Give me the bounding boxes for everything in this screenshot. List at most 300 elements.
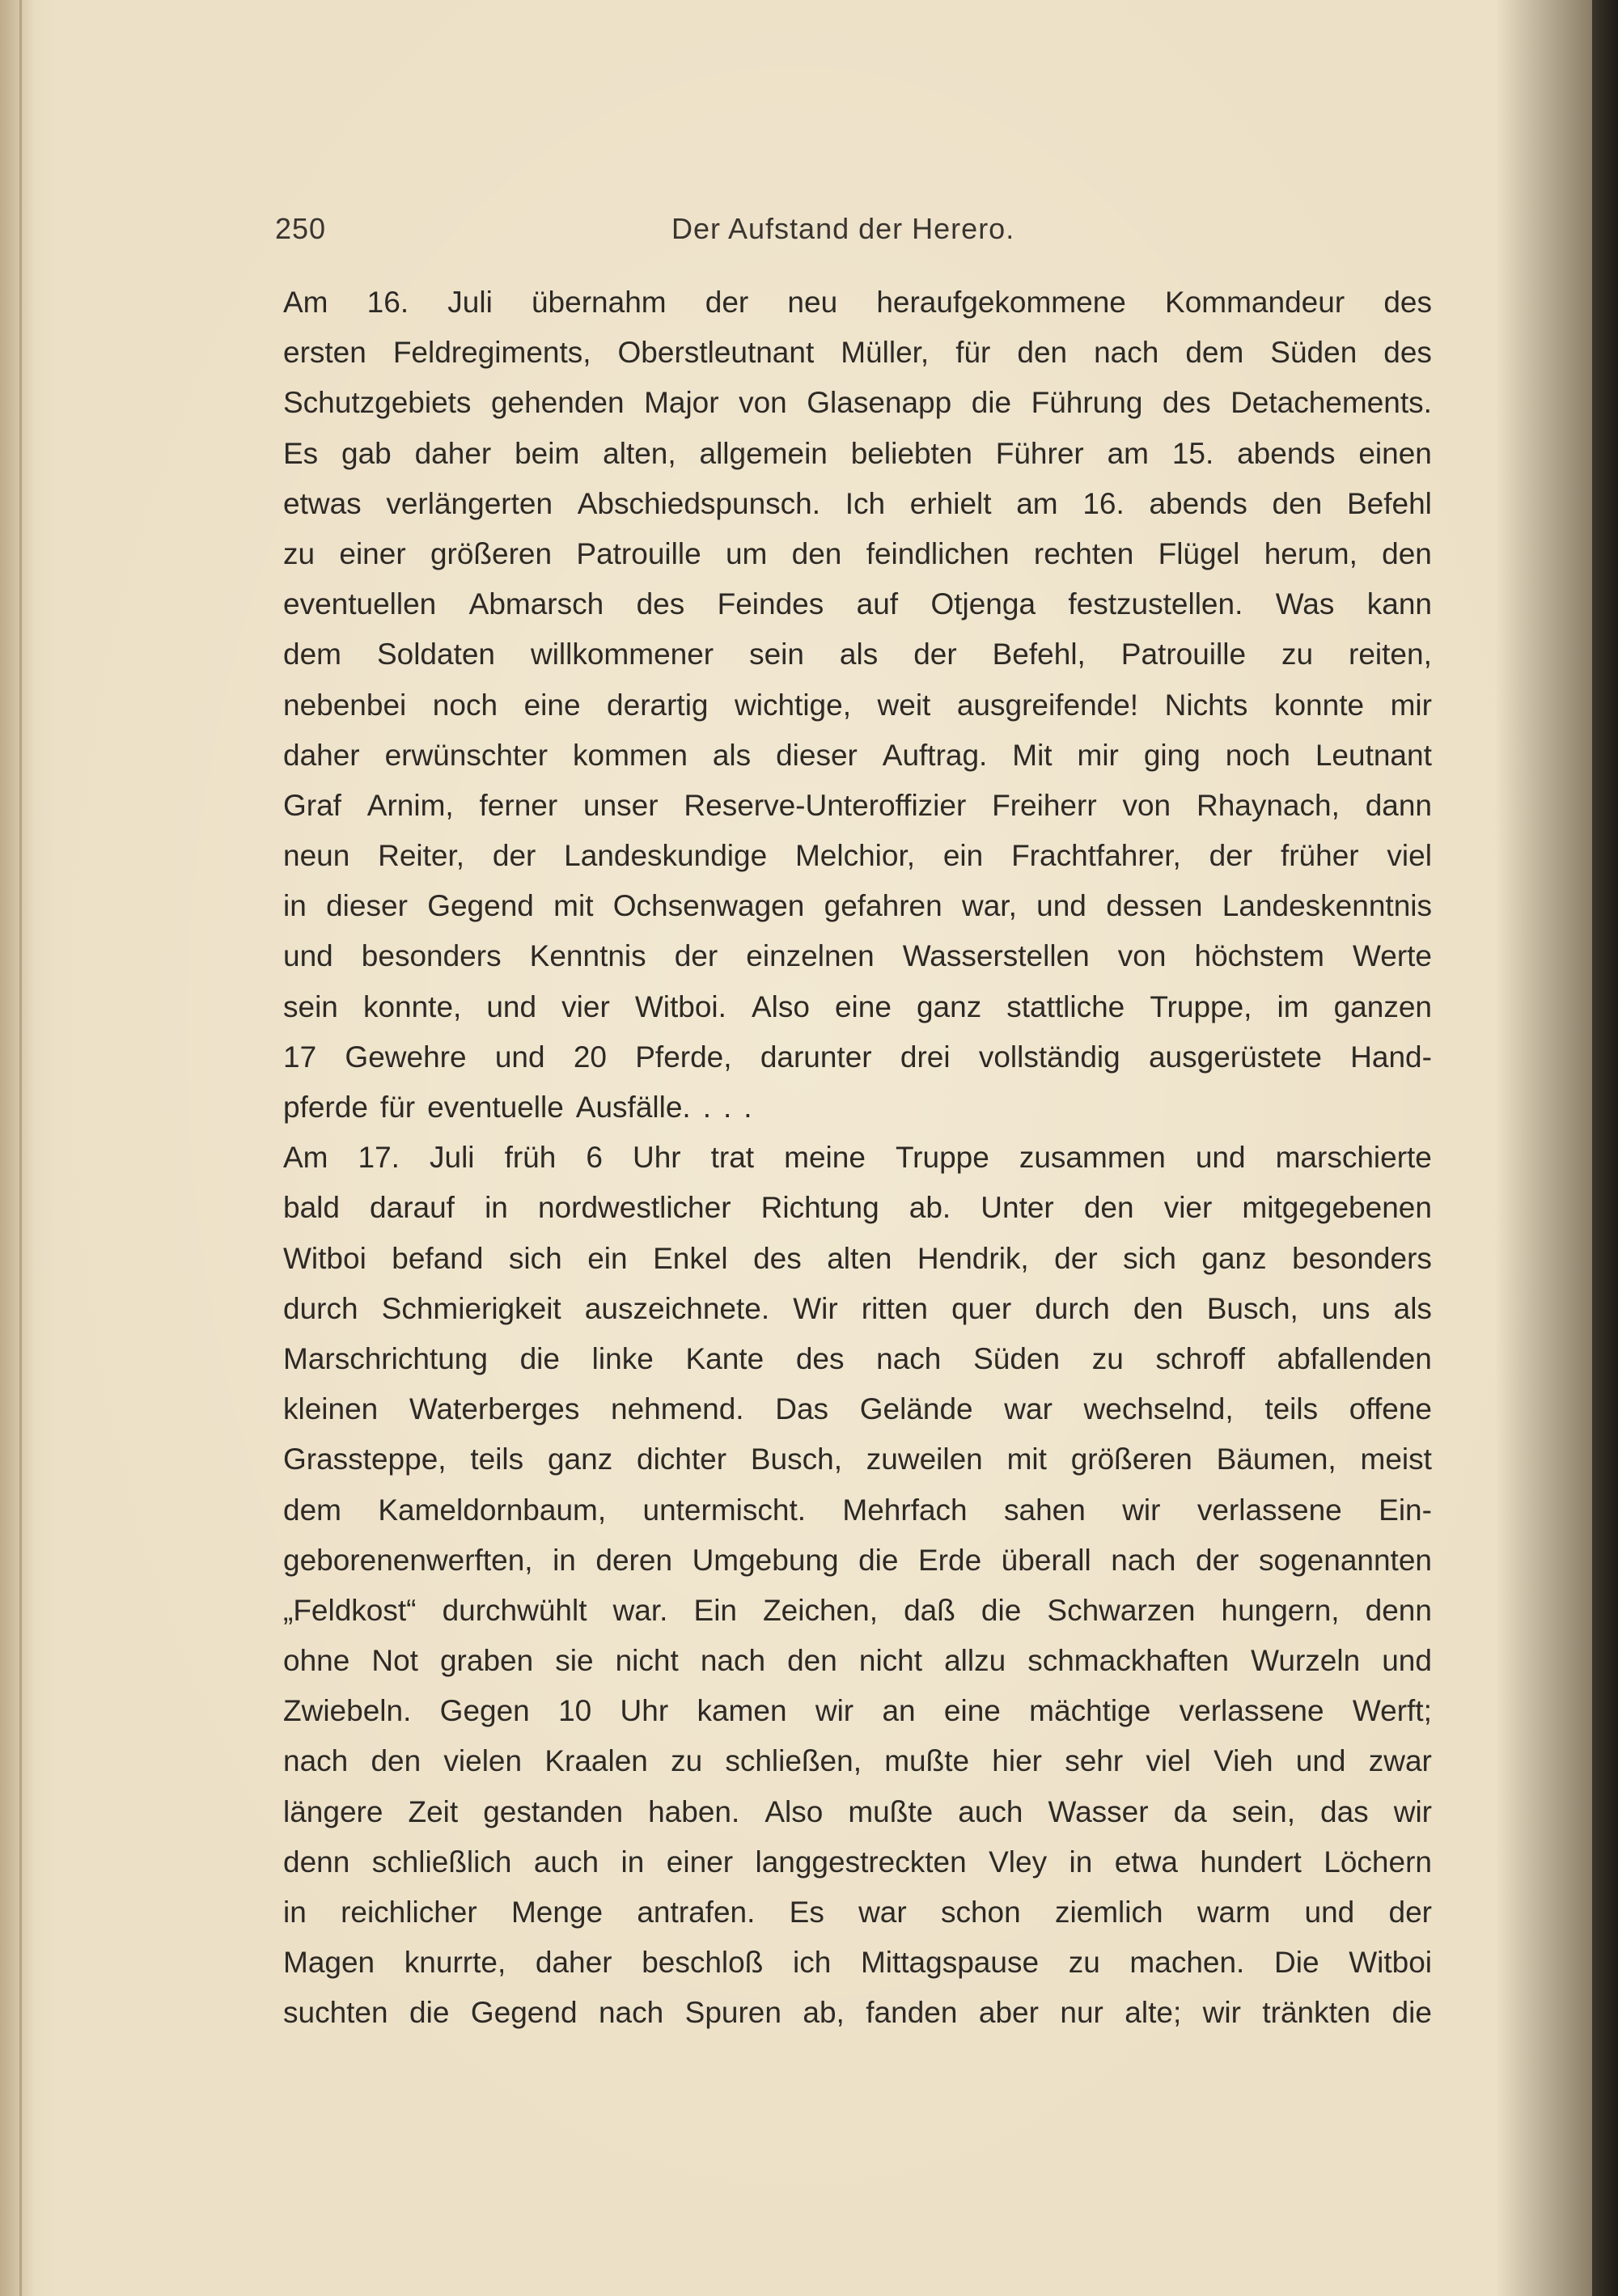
word: sehr bbox=[1065, 1744, 1124, 1778]
word: Pferde, bbox=[635, 1040, 732, 1074]
word: Schmierigkeit bbox=[381, 1291, 561, 1325]
word: des bbox=[1383, 336, 1432, 370]
word: dieser bbox=[776, 738, 858, 772]
word: allgemein bbox=[699, 436, 828, 470]
word: in bbox=[283, 1896, 307, 1929]
word: Auftrag. bbox=[882, 738, 988, 772]
word: sein bbox=[749, 638, 804, 671]
word: teils bbox=[470, 1442, 524, 1476]
word: sein bbox=[283, 989, 338, 1023]
word: noch bbox=[1225, 738, 1290, 772]
word: höchstem bbox=[1194, 939, 1324, 973]
text-line bbox=[283, 1736, 1432, 1786]
word: nach bbox=[1111, 1543, 1176, 1577]
word: Melchior, bbox=[794, 839, 916, 873]
text-line bbox=[283, 1334, 1432, 1384]
word: zwar bbox=[1368, 1744, 1432, 1778]
word: 16. bbox=[366, 286, 409, 319]
word: längere bbox=[283, 1794, 383, 1828]
word: Ein bbox=[693, 1593, 737, 1627]
word: untermischt. bbox=[642, 1493, 807, 1527]
word: Landeskundige bbox=[564, 839, 768, 873]
word: Hand- bbox=[1350, 1040, 1432, 1074]
word: die bbox=[1391, 1996, 1432, 2030]
word: Gegen bbox=[439, 1694, 530, 1728]
word: allzu bbox=[944, 1644, 1006, 1678]
body-text bbox=[283, 277, 1432, 2039]
word: Witboi bbox=[1349, 1946, 1432, 1980]
word: Menge bbox=[510, 1896, 604, 1929]
word: ohne bbox=[283, 1644, 350, 1678]
word: einzelnen bbox=[746, 939, 875, 973]
word: Vley bbox=[989, 1845, 1048, 1879]
word: Zwiebeln. bbox=[283, 1694, 412, 1728]
word: Es bbox=[789, 1896, 824, 1929]
word: vielen bbox=[443, 1744, 523, 1778]
word: Befehl, bbox=[992, 638, 1086, 671]
word: Wurzeln bbox=[1251, 1644, 1361, 1678]
word: vier bbox=[1163, 1191, 1213, 1225]
word: und bbox=[1036, 889, 1086, 923]
word: erwünschter bbox=[384, 738, 549, 772]
word: zusammen bbox=[1019, 1141, 1166, 1175]
word: und bbox=[283, 939, 333, 973]
word: früh bbox=[504, 1141, 557, 1175]
word: einen bbox=[1358, 436, 1432, 470]
word: zu bbox=[671, 1744, 703, 1778]
text-line bbox=[283, 277, 1432, 328]
word: zuweilen bbox=[866, 1442, 983, 1476]
word: Kenntnis bbox=[529, 939, 646, 973]
word: . bbox=[702, 1091, 711, 1124]
word: Süden bbox=[973, 1341, 1061, 1375]
word: in bbox=[553, 1543, 576, 1577]
word: nicht bbox=[858, 1644, 923, 1678]
word: Hendrik, bbox=[917, 1241, 1029, 1275]
word: besonders bbox=[1292, 1241, 1432, 1275]
word: Leutnant bbox=[1315, 738, 1432, 772]
word: daß bbox=[904, 1593, 955, 1627]
word: noch bbox=[432, 688, 498, 722]
word: ab, bbox=[803, 1996, 845, 2030]
word: viel bbox=[1146, 1744, 1191, 1778]
word: „Feldkost“ bbox=[283, 1593, 417, 1627]
word: abfallenden bbox=[1277, 1341, 1432, 1375]
word: durch bbox=[1035, 1291, 1110, 1325]
word: Nichts bbox=[1164, 688, 1248, 722]
word: hundert bbox=[1200, 1845, 1302, 1879]
word: ganzen bbox=[1333, 989, 1432, 1023]
word: ab. bbox=[909, 1191, 951, 1225]
word: 17. bbox=[358, 1141, 400, 1175]
word: ganz bbox=[547, 1442, 613, 1476]
word: der bbox=[492, 839, 536, 873]
text-line bbox=[283, 479, 1432, 529]
word: für bbox=[379, 1091, 416, 1124]
word: zu bbox=[1068, 1946, 1100, 1980]
text-line bbox=[283, 1032, 1432, 1082]
word: kann bbox=[1366, 587, 1432, 621]
text-line bbox=[283, 328, 1432, 378]
word: ein bbox=[587, 1241, 628, 1275]
word: und bbox=[1304, 1896, 1355, 1929]
word: wir bbox=[1122, 1493, 1161, 1527]
word: eine bbox=[523, 688, 581, 722]
text-line bbox=[283, 1234, 1432, 1284]
word: dann bbox=[1365, 788, 1432, 822]
word: ausgerüstete bbox=[1148, 1040, 1322, 1074]
word: 10 bbox=[558, 1694, 592, 1728]
word: Marschrichtung bbox=[283, 1341, 488, 1375]
word: überall bbox=[1001, 1543, 1091, 1577]
word: Bäumen, bbox=[1216, 1442, 1336, 1476]
word: und bbox=[486, 989, 537, 1023]
word: die bbox=[409, 1996, 450, 2030]
word: rechten bbox=[1033, 536, 1134, 570]
text-line bbox=[283, 1485, 1432, 1536]
word: Abschiedspunsch. bbox=[577, 486, 821, 520]
word: Gegend bbox=[427, 889, 534, 923]
text-line bbox=[283, 1988, 1432, 2038]
word: in bbox=[1069, 1845, 1093, 1879]
word: Kante bbox=[685, 1341, 765, 1375]
word: von bbox=[1117, 939, 1167, 973]
word: graben bbox=[439, 1644, 534, 1678]
word: Müller, bbox=[841, 336, 930, 370]
word: an bbox=[882, 1694, 916, 1728]
word: 15. bbox=[1171, 436, 1214, 470]
word: knurrte, bbox=[404, 1946, 506, 1980]
word: nach bbox=[598, 1996, 664, 2030]
word: eine bbox=[834, 989, 892, 1023]
word: ganz bbox=[1201, 1241, 1267, 1275]
word: teils bbox=[1264, 1392, 1319, 1426]
word: Schwarzen bbox=[1047, 1593, 1196, 1627]
word: durchwühlt bbox=[442, 1593, 587, 1627]
text-line bbox=[283, 680, 1432, 731]
word: Otjenga bbox=[930, 587, 1036, 621]
word: dieser bbox=[326, 889, 408, 923]
word: den bbox=[1133, 1291, 1184, 1325]
word: einer bbox=[666, 1845, 734, 1879]
text-line bbox=[283, 1434, 1432, 1485]
word: Richtung bbox=[760, 1191, 879, 1225]
word: Graf bbox=[283, 788, 341, 822]
word: Witboi. bbox=[634, 989, 726, 1023]
text-line bbox=[283, 579, 1432, 629]
word: sahen bbox=[1004, 1493, 1086, 1527]
word: des bbox=[795, 1341, 845, 1375]
word: alten, bbox=[603, 436, 676, 470]
word: mit bbox=[553, 889, 594, 923]
text-line bbox=[283, 931, 1432, 981]
word: sich bbox=[508, 1241, 562, 1275]
word: zu bbox=[1281, 638, 1314, 671]
word: Arnim, bbox=[366, 788, 454, 822]
word: ausgreifende! bbox=[956, 688, 1139, 722]
word: Ein- bbox=[1379, 1493, 1432, 1527]
word: Feindes bbox=[717, 587, 824, 621]
word: schließlich bbox=[371, 1845, 512, 1879]
word: Wasser bbox=[1048, 1794, 1149, 1828]
word: drei bbox=[900, 1040, 951, 1074]
word: vollständig bbox=[978, 1040, 1120, 1074]
word: Also bbox=[765, 1794, 824, 1828]
word: Kraalen bbox=[544, 1744, 648, 1778]
word: Juli bbox=[430, 1141, 475, 1175]
text-line bbox=[283, 781, 1432, 831]
word: nach bbox=[1094, 336, 1159, 370]
word: dem bbox=[283, 638, 341, 671]
word: mitgegebenen bbox=[1242, 1191, 1432, 1225]
text-line bbox=[283, 1133, 1432, 1183]
running-head: Der Aufstand der Herero. bbox=[671, 212, 1015, 245]
word: willkommener bbox=[530, 638, 714, 671]
word: Also bbox=[751, 989, 810, 1023]
word: zu bbox=[1091, 1341, 1124, 1375]
word: Soldaten bbox=[376, 638, 496, 671]
word: verlassene bbox=[1179, 1694, 1324, 1728]
word: Zeit bbox=[408, 1794, 459, 1828]
text-line bbox=[283, 529, 1432, 579]
word: den bbox=[1382, 536, 1432, 570]
word: beim bbox=[515, 436, 580, 470]
word: daher bbox=[535, 1946, 612, 1980]
word: den bbox=[791, 536, 842, 570]
word: Spuren bbox=[684, 1996, 781, 2030]
word: reiten, bbox=[1349, 638, 1432, 671]
word: konnte bbox=[1273, 688, 1365, 722]
word: einer bbox=[339, 536, 406, 570]
word: Flügel bbox=[1158, 536, 1240, 570]
word: dem bbox=[1185, 336, 1244, 370]
word: 6 bbox=[586, 1141, 603, 1175]
word: 20 bbox=[573, 1040, 607, 1074]
word: sie bbox=[555, 1644, 594, 1678]
word: ein bbox=[942, 839, 984, 873]
text-line bbox=[283, 982, 1432, 1032]
word: reichlicher bbox=[341, 1896, 477, 1929]
word: auch bbox=[533, 1845, 599, 1879]
word: schließen, bbox=[725, 1744, 862, 1778]
word: abends bbox=[1237, 436, 1336, 470]
word: ritten bbox=[861, 1291, 929, 1325]
word: da bbox=[1173, 1794, 1207, 1828]
word: vier bbox=[561, 989, 610, 1023]
word: 16. bbox=[1082, 486, 1125, 520]
word: neu bbox=[787, 286, 838, 319]
word: des bbox=[636, 587, 685, 621]
word: mußte bbox=[884, 1744, 970, 1778]
word: auf bbox=[856, 587, 899, 621]
word: um bbox=[725, 536, 768, 570]
word: weit bbox=[877, 688, 931, 722]
word: Feldregiments, bbox=[392, 336, 591, 370]
word: sogenannten bbox=[1259, 1543, 1432, 1577]
word: Umgebung bbox=[692, 1543, 839, 1577]
page-edge-line bbox=[19, 0, 22, 2296]
word: kamen bbox=[697, 1694, 787, 1728]
word: Am bbox=[283, 1141, 328, 1175]
word: das bbox=[1320, 1794, 1369, 1828]
word: Frachtfahrer, bbox=[1011, 839, 1181, 873]
word: Führung bbox=[1031, 386, 1143, 420]
word: Patrouille bbox=[576, 536, 701, 570]
word: alte; bbox=[1125, 1996, 1182, 2030]
word: zu bbox=[283, 536, 316, 570]
word: den bbox=[1083, 1191, 1134, 1225]
word: nach bbox=[700, 1644, 766, 1678]
word: beschloß bbox=[642, 1946, 764, 1980]
word: ging bbox=[1143, 738, 1201, 772]
word: die bbox=[971, 386, 1012, 420]
word: mir bbox=[1390, 688, 1432, 722]
word: Patrouille bbox=[1120, 638, 1247, 671]
word: ferner bbox=[479, 788, 558, 822]
word: etwa bbox=[1114, 1845, 1178, 1879]
text-line bbox=[283, 1183, 1432, 1233]
word: Gegend bbox=[470, 1996, 578, 2030]
word: Busch, bbox=[750, 1442, 842, 1476]
word: quer bbox=[951, 1291, 1012, 1325]
word: Major bbox=[644, 386, 719, 420]
word: Rhaynach, bbox=[1196, 788, 1340, 822]
word: Ausfälle. bbox=[575, 1091, 691, 1124]
word: Wasserstellen bbox=[902, 939, 1090, 973]
word: marschierte bbox=[1275, 1141, 1432, 1175]
text-line bbox=[283, 429, 1432, 479]
word: 17 bbox=[283, 1040, 317, 1074]
text-line bbox=[283, 831, 1432, 881]
word: Truppe, bbox=[1150, 989, 1252, 1023]
word: suchten bbox=[283, 1996, 388, 2030]
word: schmackhaften bbox=[1027, 1644, 1230, 1678]
word: auch bbox=[958, 1794, 1023, 1828]
word: in bbox=[283, 889, 307, 923]
word: trat bbox=[710, 1141, 755, 1175]
word: alten bbox=[827, 1241, 892, 1275]
word: aber bbox=[978, 1996, 1039, 2030]
word: Was bbox=[1275, 587, 1335, 621]
word: meine bbox=[784, 1141, 866, 1175]
word: heraufgekommene bbox=[876, 286, 1126, 319]
word: dichter bbox=[637, 1442, 727, 1476]
word: Das bbox=[775, 1392, 829, 1426]
word: der bbox=[705, 286, 749, 319]
word: dessen bbox=[1106, 889, 1203, 923]
word: Landeskenntnis bbox=[1222, 889, 1432, 923]
word: Reiter, bbox=[378, 839, 465, 873]
word: festzustellen. bbox=[1068, 587, 1243, 621]
word: war bbox=[1004, 1392, 1053, 1426]
word: . bbox=[743, 1091, 752, 1124]
word: der bbox=[913, 638, 957, 671]
word: Werte bbox=[1352, 939, 1432, 973]
text-line bbox=[283, 378, 1432, 428]
word: daher bbox=[283, 738, 360, 772]
word: daher bbox=[414, 436, 492, 470]
word: sein, bbox=[1231, 1794, 1295, 1828]
word: Waterberges bbox=[409, 1392, 580, 1426]
word: nordwestlicher bbox=[537, 1191, 731, 1225]
word: eine bbox=[943, 1694, 1001, 1728]
word: schroff bbox=[1155, 1341, 1245, 1375]
word: Die bbox=[1274, 1946, 1319, 1980]
word: . bbox=[723, 1091, 732, 1124]
word: auszeichnete. bbox=[584, 1291, 770, 1325]
word: kleinen bbox=[283, 1392, 379, 1426]
word: meist bbox=[1360, 1442, 1432, 1476]
word: Unter bbox=[981, 1191, 1054, 1225]
word: befand bbox=[392, 1241, 484, 1275]
word: am bbox=[1107, 436, 1149, 470]
word: Werft; bbox=[1352, 1694, 1432, 1728]
text-line bbox=[283, 1082, 1432, 1133]
word: Löchern bbox=[1324, 1845, 1432, 1879]
word: deren bbox=[595, 1543, 673, 1577]
word: wichtige, bbox=[735, 688, 851, 722]
text-line bbox=[283, 1636, 1432, 1686]
word: gehenden bbox=[490, 386, 625, 420]
word: nur bbox=[1060, 1996, 1103, 2030]
word: Es bbox=[283, 436, 319, 470]
word: war bbox=[858, 1896, 907, 1929]
word: Grassteppe, bbox=[283, 1442, 447, 1476]
word: Enkel bbox=[653, 1241, 728, 1275]
word: Gelände bbox=[859, 1392, 973, 1426]
word: wir bbox=[815, 1694, 854, 1728]
word: gestanden bbox=[483, 1794, 624, 1828]
word: der bbox=[1196, 1543, 1239, 1577]
word: größeren bbox=[1070, 1442, 1192, 1476]
word: Mittagspause bbox=[860, 1946, 1040, 1980]
word: darunter bbox=[760, 1040, 872, 1074]
word: Kommandeur bbox=[1165, 286, 1345, 319]
word: Mehrfach bbox=[842, 1493, 968, 1527]
word: feindlichen bbox=[866, 536, 1010, 570]
word: Abmarsch bbox=[468, 587, 604, 621]
word: des bbox=[753, 1241, 802, 1275]
word: bald bbox=[283, 1191, 340, 1225]
word: Kameldornbaum, bbox=[378, 1493, 607, 1527]
word: gab bbox=[341, 436, 392, 470]
word: fanden bbox=[866, 1996, 958, 2030]
word: wir bbox=[1393, 1794, 1432, 1828]
word: als bbox=[1393, 1291, 1432, 1325]
spine-shadow bbox=[1495, 0, 1592, 2296]
word: Glasenapp bbox=[807, 386, 952, 420]
word: Magen bbox=[283, 1946, 375, 1980]
word: haben. bbox=[648, 1794, 740, 1828]
word: ziemlich bbox=[1054, 1896, 1163, 1929]
word: Juli bbox=[447, 286, 493, 319]
word: Truppe bbox=[895, 1141, 989, 1175]
word: derartig bbox=[607, 688, 709, 722]
word: schon bbox=[940, 1896, 1021, 1929]
word: Erde bbox=[918, 1543, 982, 1577]
word: früher bbox=[1280, 839, 1359, 873]
word: verlassene bbox=[1197, 1493, 1342, 1527]
word: mächtige bbox=[1029, 1694, 1151, 1728]
word: Führer bbox=[995, 436, 1084, 470]
word: und bbox=[1295, 1744, 1346, 1778]
word: Reserve-Unteroffizier bbox=[684, 788, 967, 822]
word: mir bbox=[1077, 738, 1119, 772]
word: des bbox=[1162, 386, 1211, 420]
word: die bbox=[981, 1593, 1022, 1627]
text-line bbox=[283, 1938, 1432, 1988]
word: nebenbei bbox=[283, 688, 407, 722]
